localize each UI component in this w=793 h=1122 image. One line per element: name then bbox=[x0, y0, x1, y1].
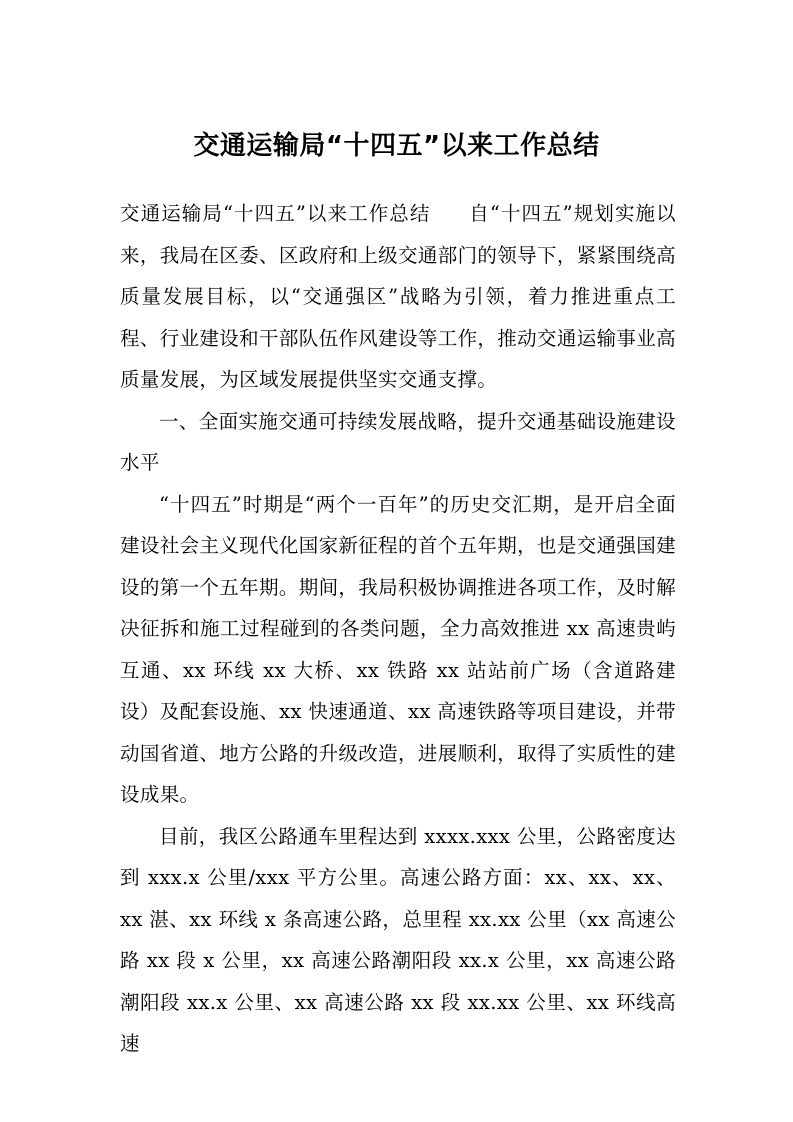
intro-body-text: 自“十四五”规划实施以来，我局在区委、区政府和上级交通部门的领导下，紧紧围绕高质量发展目标，以“交通强区”战略为引领，着力推进重点工程、行业建设和干部队伍作风建设等工作，推动交通运输事业高质量发展，为区域发展提供坚实交通支撑。 bbox=[120, 202, 676, 391]
intro-paragraph bbox=[120, 193, 676, 401]
section-heading-1: 一、全面实施交通可持续发展战略，提升交通基础设施建设水平 bbox=[120, 409, 676, 474]
document-body bbox=[120, 193, 676, 1065]
intro-lead-text: 交通运输局“十四五”以来工作总结 bbox=[120, 202, 431, 225]
paragraph-2: “十四五”时期是“两个一百年”的历史交汇期，是开启全面建设社会主义现代化国家新征程的首个五年期，也是交通强国建设的第一个五年期。期间，我局积极协调推进各项工作，及时解决征拆和施工过程碰到的各类问题，全力高效推进 xx 高速贵屿互通、xx 环线 xx 大桥、xx 铁路 xx 站站前广场（含道路建设）及配套设施、xx 快速通道、xx 高速铁路等项目建设，并带动国省道、地方公路的升级改造，进展顺利，取得了实质性的建设成果。 bbox=[120, 492, 676, 806]
document-title: 交通运输局“十四五”以来工作总结 bbox=[193, 131, 600, 161]
paragraph-3: 目前，我区公路通车里程达到 xxxx.xxx 公里，公路密度达到 xxx.x 公里/xxx 平方公里。高速公路方面：xx、xx、xx、xx 湛、xx 环线 x 条高速公路，总里程 xx.xx 公里（xx 高速公路 xx 段 x 公里，xx 高速公路潮阳段 xx.x 公里，xx 高速公路潮阳段 xx.x 公里、xx 高速公路 xx 段 xx.xx 公里、xx 环线高速 bbox=[120, 824, 676, 1055]
